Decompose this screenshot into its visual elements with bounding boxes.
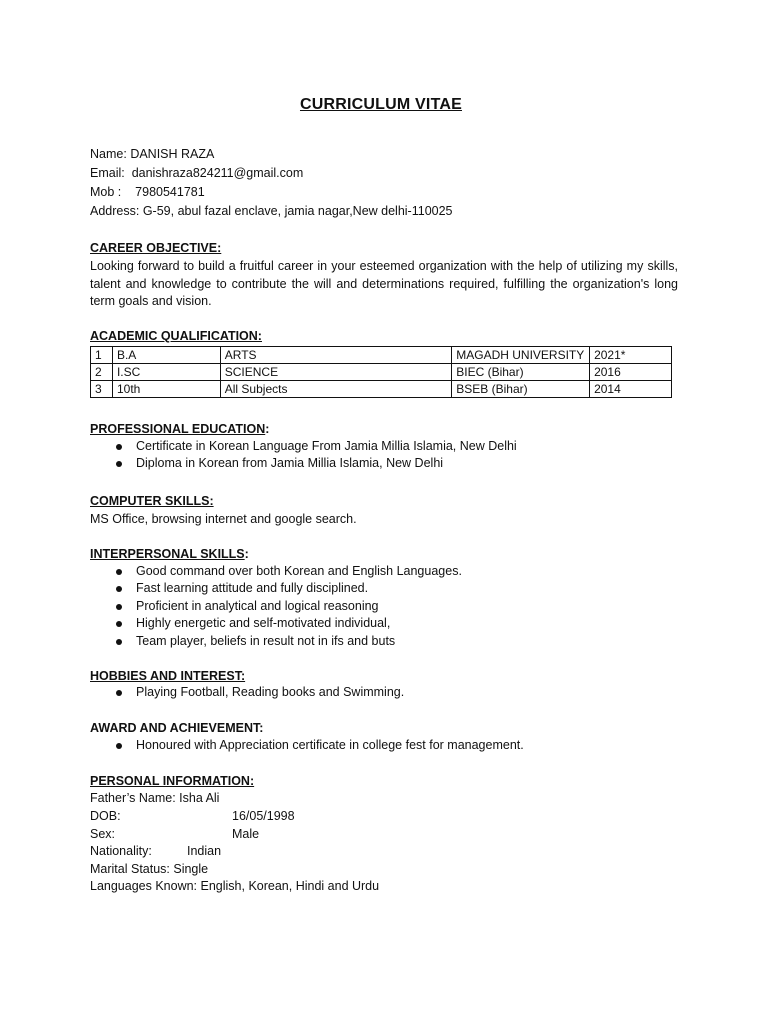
table-cell: 2021* [590,347,672,364]
interpersonal-list [112,563,462,650]
email-value: danishraza824211@gmail.com [131,166,304,180]
professional-list [112,438,517,473]
award-heading: AWARD AND ACHIEVEMENT: [90,721,264,735]
table-cell: 2 [91,364,113,381]
academic-heading: ACADEMIC QUALIFICATION: [90,329,262,343]
address-value: G-59, abul fazal enclave, jamia nagar,New delhi-110025 [142,204,453,218]
mobile-line [90,184,205,200]
table-row [91,364,672,381]
table-cell: 2014 [590,381,672,398]
table-cell: ARTS [220,347,452,364]
hobbies-list [112,684,404,701]
name-line [90,146,214,162]
dob-label: DOB: [90,809,121,823]
list-item: Good command over both Korean and English Languages. [112,563,462,580]
award-list [112,737,524,754]
address-label: Address: [90,204,140,218]
table-cell: SCIENCE [220,364,452,381]
table-cell: 2016 [590,364,672,381]
list-item: Diploma in Korean from Jamia Millia Islamia, New Delhi [112,455,517,472]
name-value: DANISH RAZA [130,147,215,161]
table-row [91,347,672,364]
table-cell: 1 [91,347,113,364]
career-objective-heading: CAREER OBJECTIVE: [90,241,222,255]
mobile-label: Mob : [90,185,122,199]
computer-skills-heading: COMPUTER SKILLS: [90,494,214,508]
interpersonal-heading-line [90,546,249,562]
list-item: Highly energetic and self-motivated individual, [112,615,462,632]
list-item: Certificate in Korean Language From Jamia Millia Islamia, New Delhi [112,438,517,455]
address-line [90,203,453,219]
table-cell: BSEB (Bihar) [452,381,590,398]
email-label: Email: [90,166,125,180]
personal-info-heading: PERSONAL INFORMATION: [90,774,255,788]
name-label: Name: [90,147,127,161]
table-row [91,381,672,398]
table-cell: 3 [91,381,113,398]
table-cell: All Subjects [220,381,452,398]
table-cell: B.A [112,347,220,364]
list-item: Fast learning attitude and fully disciplined. [112,580,462,597]
father-name: Father’s Name: Isha Ali [90,791,220,805]
list-item: Honoured with Appreciation certificate in college fest for management. [112,737,524,754]
dob-value: 16/05/1998 [232,809,295,823]
email-line [90,165,303,181]
academic-table [90,346,672,398]
sex-value: Male [232,827,260,841]
nationality-value: Indian [187,844,222,858]
professional-heading: PROFESSIONAL EDUCATION [90,422,266,436]
languages-known: Languages Known: English, Korean, Hindi and Urdu [90,879,380,893]
professional-heading-colon: : [265,422,270,436]
interpersonal-heading: INTERPERSONAL SKILLS [90,547,245,561]
professional-heading-line [90,421,269,437]
table-cell: MAGADH UNIVERSITY [452,347,590,364]
sex-label: Sex: [90,827,116,841]
marital-status: Marital Status: Single [90,862,209,876]
computer-skills-text: MS Office, browsing internet and google search. [90,512,357,526]
interpersonal-heading-colon: : [244,547,249,561]
nationality-label: Nationality: [90,844,152,858]
list-item: Proficient in analytical and logical reasoning [112,598,462,615]
list-item: Playing Football, Reading books and Swimming. [112,684,404,701]
list-item: Team player, beliefs in result not in ifs and buts [112,633,462,650]
career-objective-text: Looking forward to build a fruitful career in your esteemed organization with the help of utilizing my skills, talent and knowledge to contribute the will and determinations required, fulfilling the organization's long term goals and vision. [90,259,678,308]
document-title: CURRICULUM VITAE [299,96,462,113]
table-cell: 10th [112,381,220,398]
mobile-value: 7980541781 [135,185,205,199]
table-cell: I.SC [112,364,220,381]
hobbies-heading: HOBBIES AND INTEREST: [90,669,246,683]
table-cell: BIEC (Bihar) [452,364,590,381]
